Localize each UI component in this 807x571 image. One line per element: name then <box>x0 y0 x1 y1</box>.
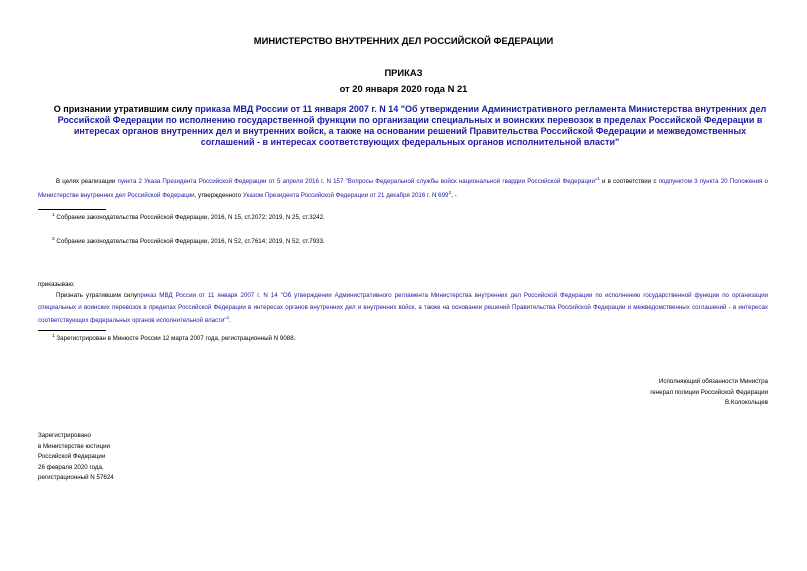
preamble-text-3: , утвержденного <box>194 191 243 199</box>
footnote-separator-2 <box>38 330 106 331</box>
order-paragraph <box>38 290 768 327</box>
order-link-order-14[interactable]: приказ МВД России от 11 января 2007 г. N 14 "Об утверждении Административного регламента Министерства внутренних дел Российской Федерации по исполнению государственной функции по организации специальных и воинских перевозок в пределах Российской Федерации в интересах органов внутренних дел и внутренних войск, а также на основании решений Правительства Российской Федерации и межведомственных соглашений - в интересах соответствующих федеральных органов исполнительной власти" <box>38 292 768 325</box>
footnote-ref-2[interactable]: 2 <box>448 190 452 196</box>
preamble-text-1: В целях реализации <box>56 178 118 186</box>
order-text-1: Признать утратившим силу <box>56 292 138 299</box>
registration-line-3: Российской Федерации <box>38 453 106 460</box>
registration-line-5: регистрационный N 57624 <box>38 474 114 481</box>
footnote-ref-1[interactable]: 1 <box>597 177 600 182</box>
registration-line-1: Зарегистрировано <box>38 432 91 439</box>
footnote-text: Собрание законодательства Российской Федерации, 2016, N 52, ст.7614; 2019, N 52, ст.7933. <box>54 238 325 246</box>
title-prefix: О признании утратившим силу <box>53 104 195 114</box>
preamble-text-2: и в соответствии с <box>599 178 659 186</box>
preamble-link-decree-699[interactable]: Указом Президента Российской Федерации от 21 декабря 2016 г. N 699 <box>242 191 449 199</box>
signature-name: В.Колокольцев <box>725 399 768 406</box>
footnote-text: Зарегистрирован в Минюсте России 12 марта 2007 года, регистрационный N 9088. <box>54 335 296 343</box>
footnote-mark: 2 <box>52 237 55 242</box>
footnote-mark: 1 <box>52 213 55 218</box>
footnote-registration <box>52 334 295 342</box>
ministry-heading: МИНИСТЕРСТВО ВНУТРЕННИХ ДЕЛ РОССИЙСКОЙ ФЕДЕРАЦИИ <box>253 35 554 46</box>
signature-rank: генерал полиции Российской Федерации <box>650 388 768 396</box>
registration-line-4: 26 февраля 2020 года, <box>38 463 104 471</box>
document-type: ПРИКАЗ <box>384 67 423 78</box>
order-text-2: . <box>229 317 232 325</box>
preamble-link-decree-157[interactable]: пункта 2 Указа Президента Российской Федерации от 5 апреля 2016 г. N 157 "Вопросы Федеральной службы войск национальной гвардии Российской Федерации" <box>117 178 598 186</box>
footnote-separator <box>38 209 106 210</box>
footnote-text: Собрание законодательства Российской Федерации, 2016, N 15, ст.2072; 2019, N 25, ст.3242. <box>54 214 325 222</box>
title-link[interactable]: приказа МВД России от 11 января 2007 г. N 14 "Об утверждении Административного регламента Министерства внутренних дел Российской Федерации по исполнению государственной функции по организации специальных и воинских перевозок в пределах Российской Федерации в интересах органов внутренних дел и внутренних войск, а также на основании решений Правительства Российской Федерации и межведомственных соглашений - в интересах соответствующих федеральных органов исполнительной власти" <box>57 104 767 147</box>
registration-line-2: в Министерстве юстиции <box>38 442 111 450</box>
preamble-link-regulation[interactable]: подпунктом 3 пункта 20 Положения о Министерстве внутренних дел Российской Федерации <box>38 178 768 199</box>
footnote-1 <box>52 213 325 221</box>
document-date-number: от 20 января 2020 года N 21 <box>339 83 468 94</box>
preamble-text-4: , - <box>451 191 457 199</box>
footnote-mark: 1 <box>52 334 55 339</box>
footnote-2 <box>52 237 325 245</box>
signature-position: Исполняющий обязанности Министра <box>658 378 768 385</box>
footnote-ref-order[interactable]: 1 <box>226 316 230 321</box>
order-word: приказываю: <box>38 281 75 288</box>
document-title <box>52 104 768 148</box>
registration-block <box>38 431 114 484</box>
signature-block <box>468 377 768 409</box>
preamble-paragraph <box>38 174 768 201</box>
